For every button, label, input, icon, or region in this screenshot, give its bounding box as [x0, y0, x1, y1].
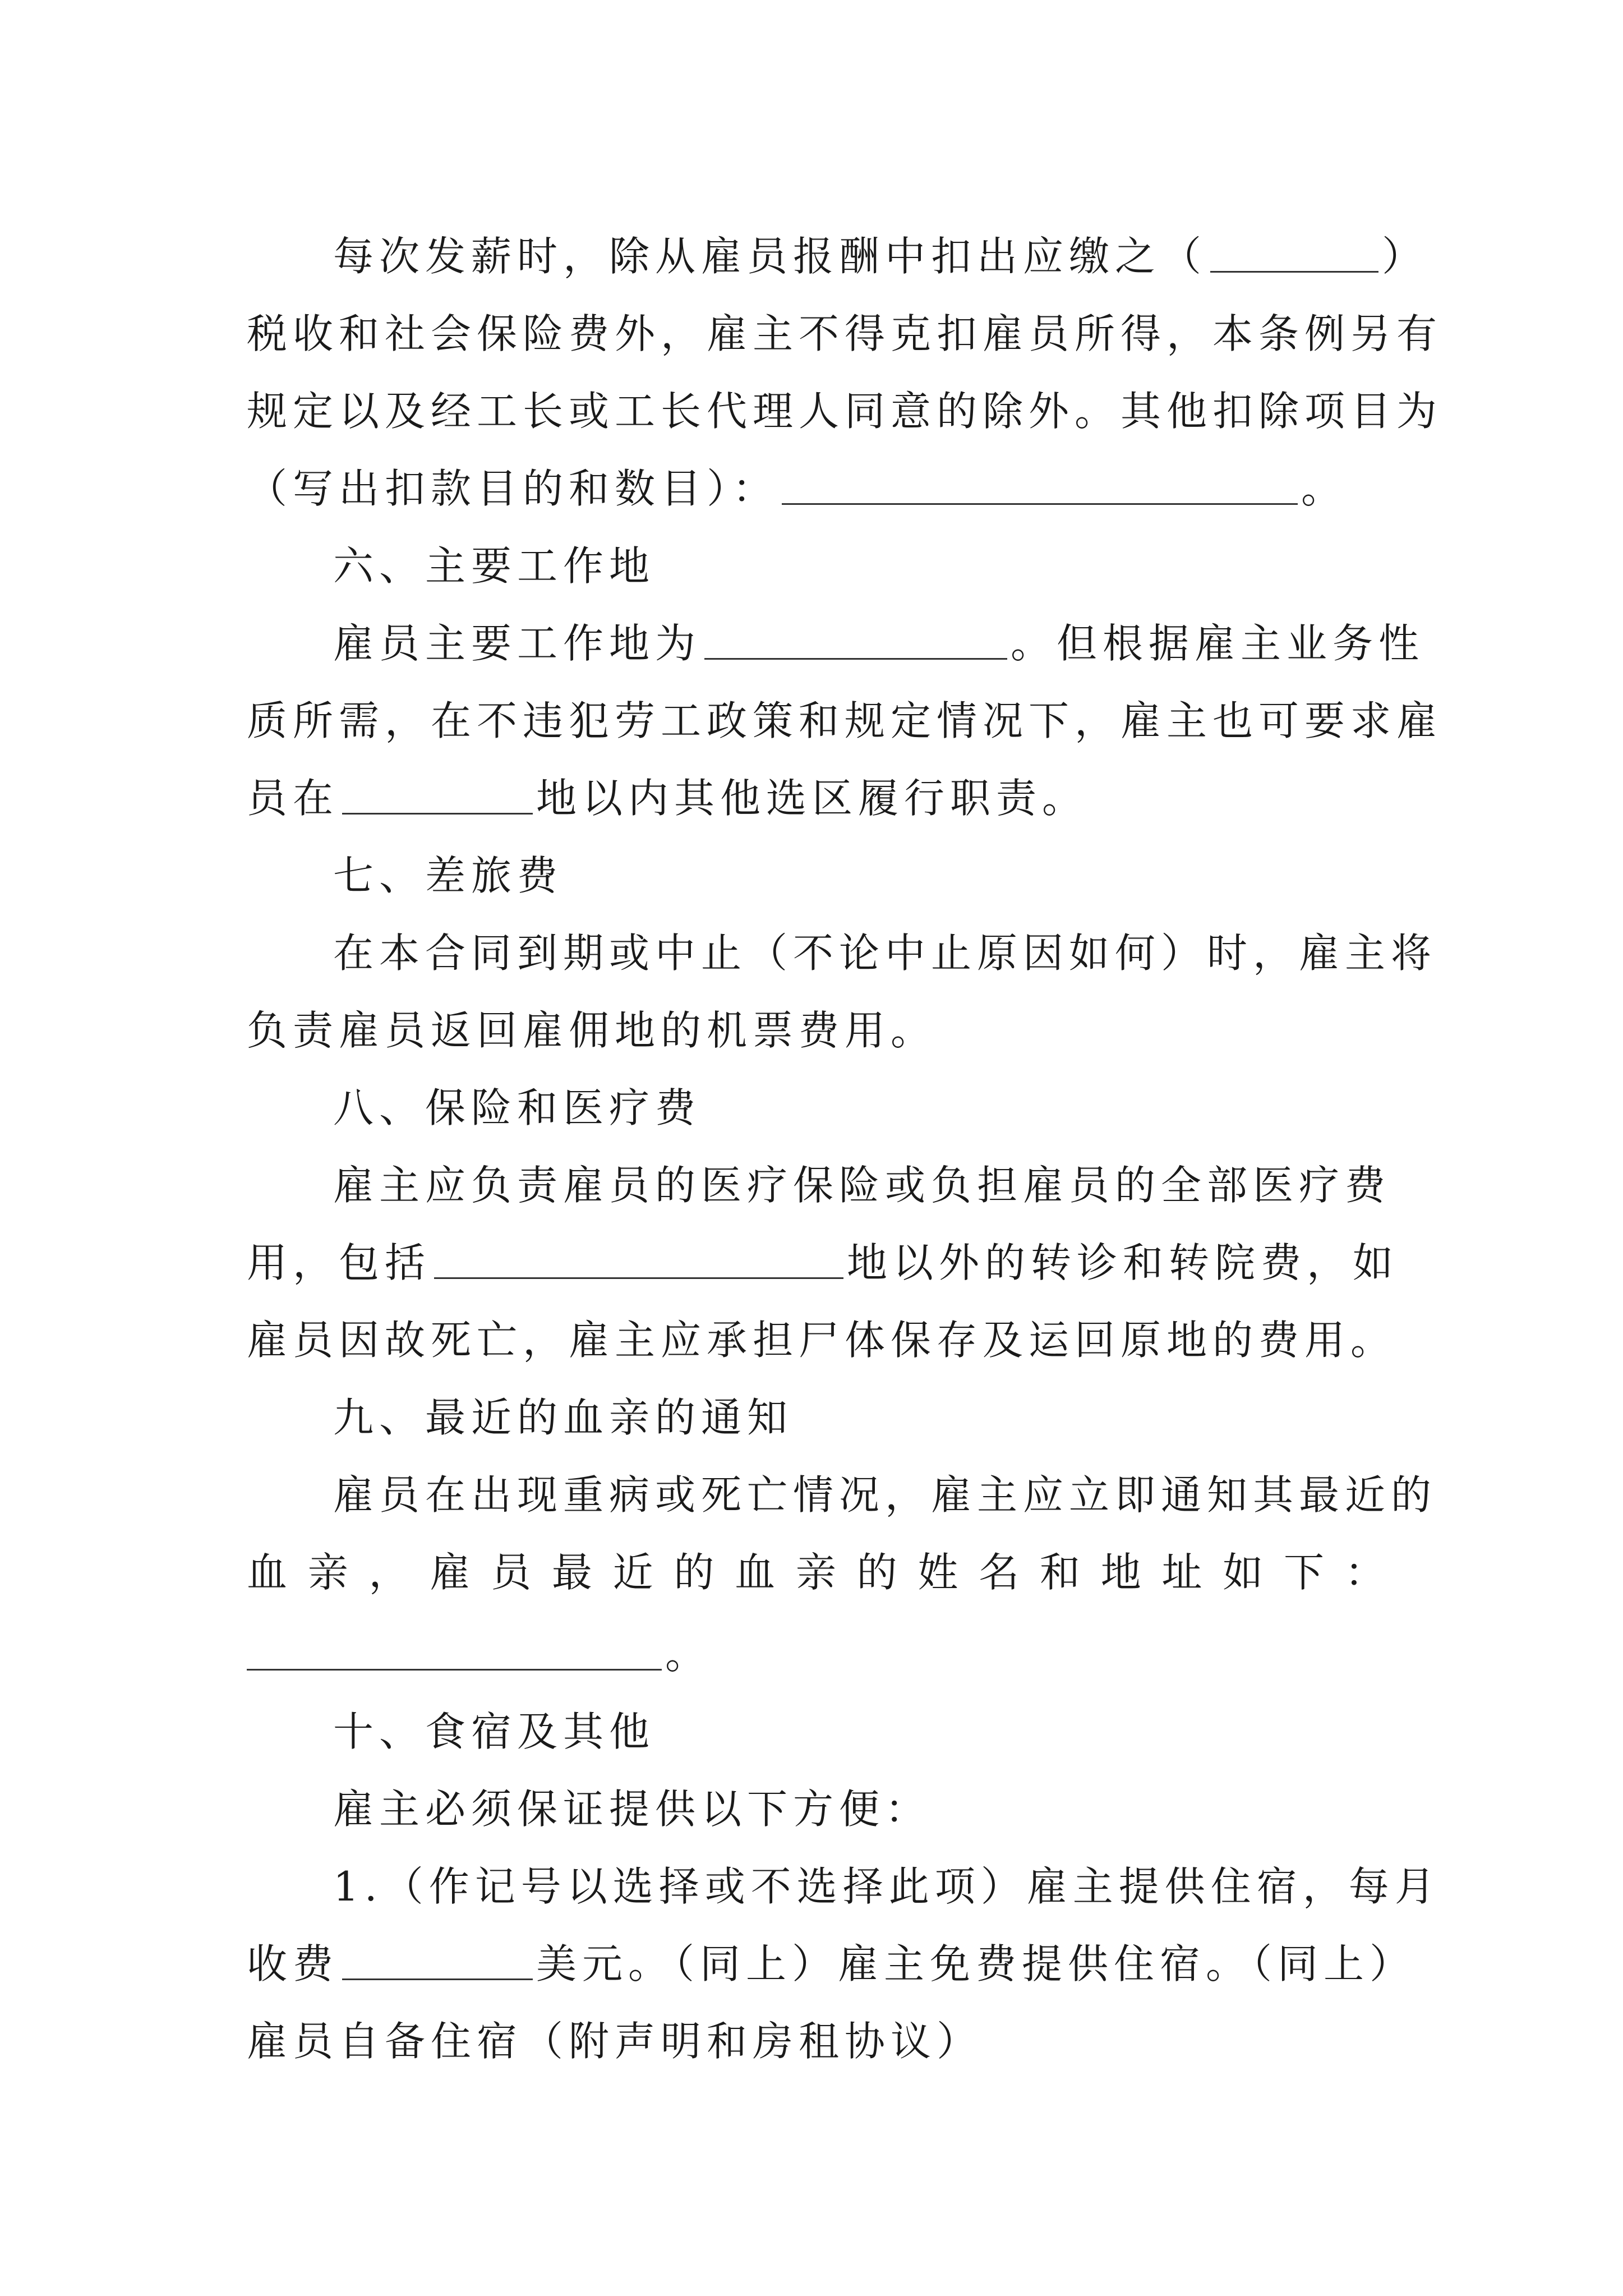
paragraph-line: 雇员在出现重病或死亡情况，雇主应立即通知其最近的	[333, 1471, 1437, 1519]
text-segment: 美元。（同上）雇主免费提供住宿。（同上）	[536, 1940, 1416, 1987]
paragraph-line: 雇主必须保证提供以下方便：	[333, 1786, 932, 1833]
document-page	[247, 218, 1443, 2080]
justified-char: 名	[979, 1549, 1020, 1596]
paragraph-line	[247, 1925, 1416, 2003]
paragraph-line: 税收和社会保险费外，雇主不得克扣雇员所得，本条例另有	[247, 310, 1443, 357]
paragraph-line	[247, 450, 1385, 527]
text-segment: ）	[1382, 233, 1428, 280]
section-heading: 十、食宿及其他	[333, 1708, 656, 1755]
fill-in-blank[interactable]	[247, 1669, 662, 1671]
paragraph-line	[247, 1616, 1385, 1693]
fill-in-blank[interactable]	[782, 503, 1298, 505]
fill-in-blank[interactable]	[342, 1978, 533, 1980]
text-segment: 。	[1301, 465, 1348, 512]
section-heading: 八、保险和医疗费	[333, 1084, 702, 1131]
paragraph-line	[247, 1224, 1399, 1301]
justified-char: 的	[674, 1549, 714, 1596]
section-heading: 六、主要工作地	[333, 542, 656, 590]
justified-char: 下	[1284, 1549, 1325, 1596]
text-segment: 用，包括	[247, 1239, 431, 1286]
justified-char: 血	[247, 1549, 288, 1596]
paragraph-line: 在本合同到期或中止（不论中止原因如何）时，雇主将	[333, 930, 1437, 977]
justified-char: 最	[551, 1549, 592, 1596]
justified-char: 地	[1100, 1549, 1141, 1596]
paragraph-line: 雇员自备住宿（附声明和房租协议）	[247, 2018, 983, 2065]
text-segment: 地以外的转诊和转院费，如	[847, 1239, 1399, 1286]
text-segment: 。但根据雇主业务性	[1011, 620, 1425, 667]
text-segment: 员在	[247, 775, 339, 822]
paragraph-line: 雇主应负责雇员的医疗保险或负担雇员的全部医疗费	[333, 1162, 1391, 1209]
justified-char: 员	[491, 1549, 532, 1596]
text-segment: 收费	[247, 1940, 339, 1987]
justified-char: 亲	[307, 1549, 348, 1596]
text-segment: （写出扣款目的和数目）：	[247, 465, 779, 512]
paragraph-line	[247, 605, 1472, 682]
justified-char: 和	[1039, 1549, 1080, 1596]
section-heading: 九、最近的血亲的通知	[333, 1394, 794, 1441]
justified-char: 雇	[430, 1549, 471, 1596]
justified-char: 的	[856, 1549, 897, 1596]
section-heading: 七、差旅费	[333, 852, 564, 899]
paragraph-line: 质所需，在不违犯劳工政策和规定情况下，雇主也可要求雇	[247, 697, 1443, 744]
justified-char: 如	[1223, 1549, 1264, 1596]
fill-in-blank[interactable]	[1210, 271, 1378, 273]
fill-in-blank[interactable]	[342, 813, 533, 815]
text-segment: 雇员主要工作地为	[333, 620, 702, 667]
paragraph-line	[247, 218, 1472, 295]
paragraph-line	[247, 760, 1385, 837]
justified-line	[247, 1534, 1385, 1611]
justified-char: ：	[1344, 1549, 1385, 1596]
paragraph-line: 雇员因故死亡，雇主应承担尸体保存及运回原地的费用。	[247, 1317, 1397, 1364]
justified-char: 亲	[795, 1549, 836, 1596]
paragraph-line: 1.（作记号以选择或不选择此项）雇主提供住宿，每月	[333, 1863, 1441, 1910]
justified-char: 近	[612, 1549, 653, 1596]
paragraph-line: 规定以及经工长或工长代理人同意的除外。其他扣除项目为	[247, 388, 1443, 435]
justified-char: ，	[368, 1549, 409, 1596]
justified-char: 血	[735, 1549, 776, 1596]
fill-in-blank[interactable]	[704, 658, 1007, 660]
justified-char: 姓	[917, 1549, 958, 1596]
fill-in-blank[interactable]	[434, 1277, 843, 1279]
paragraph-line: 负责雇员返回雇佣地的机票费用。	[247, 1007, 937, 1054]
text-segment: 地以内其他选区履行职责。	[536, 775, 1089, 822]
text-segment: 每次发薪时，除从雇员报酬中扣出应缴之（	[333, 233, 1207, 280]
justified-char: 址	[1161, 1549, 1202, 1596]
text-segment: 。	[665, 1631, 712, 1678]
